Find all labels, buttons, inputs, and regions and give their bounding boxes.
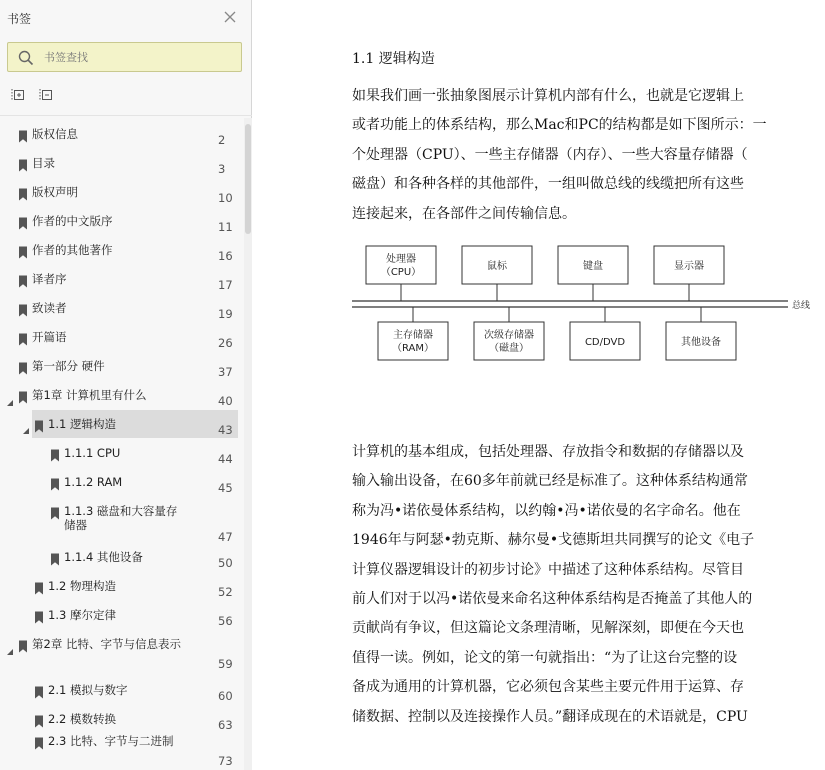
bookmark-label: 版权声明 xyxy=(32,185,78,199)
bookmark-page-number: 10 xyxy=(218,191,233,205)
bookmark-label: 1.1 逻辑构造 xyxy=(48,417,116,431)
bookmark-label: 2.2 模数转换 xyxy=(48,712,116,726)
bookmark-page-number: 44 xyxy=(218,452,233,466)
bookmark-label: 1.2 物理构造 xyxy=(48,579,116,593)
bookmark-list xyxy=(0,0,244,770)
bookmark-icon xyxy=(50,476,60,489)
bookmark-icon xyxy=(18,302,28,315)
diagram-box-label: CD/DVD xyxy=(584,337,626,348)
text-line: 或者功能上的体系结构，那么Mac和PC的结构都是如下图所示：一 xyxy=(352,117,767,134)
bookmark-icon xyxy=(18,360,28,373)
bookmark-item[interactable] xyxy=(0,155,244,177)
bookmark-label: 致读者 xyxy=(32,301,67,315)
bookmark-icon xyxy=(18,331,28,344)
paragraph-2 xyxy=(352,438,812,732)
bookmark-label: 版权信息 xyxy=(32,127,78,141)
bookmark-page-number: 37 xyxy=(218,365,233,379)
text-line: 贡献尚有争议，但这篇论文条理清晰，见解深刻，即便在今天也 xyxy=(352,620,744,637)
text-line: 储数据、控制以及连接操作人员。”翻译成现在的术语就是，CPU xyxy=(352,708,748,725)
bookmark-label: 第一部分 硬件 xyxy=(32,359,105,373)
bookmark-page-number: 56 xyxy=(218,614,233,628)
bookmark-icon xyxy=(18,273,28,286)
bookmark-page-number: 59 xyxy=(218,657,233,671)
diagram-box xyxy=(558,246,628,301)
bookmark-page-number: 26 xyxy=(218,336,233,350)
bookmark-icon xyxy=(18,215,28,228)
collapse-triangle-icon[interactable] xyxy=(6,641,14,649)
sidebar-scrollbar-thumb[interactable] xyxy=(245,124,251,234)
diagram-box xyxy=(378,307,448,360)
bookmark-page-number: 17 xyxy=(218,278,233,292)
bookmark-icon xyxy=(18,128,28,141)
bookmark-item[interactable] xyxy=(0,358,244,380)
bookmark-sidebar xyxy=(0,0,252,770)
diagram-box-label: 主存储器 xyxy=(393,330,433,341)
bookmark-icon xyxy=(50,505,60,518)
text-line: 备成为通用的计算机器，它必须包含某些主要元件用于运算、存 xyxy=(352,679,744,696)
bookmark-item[interactable] xyxy=(0,445,244,467)
bus-label: 总线 xyxy=(792,301,811,311)
diagram-box-label: 处理器 xyxy=(386,254,416,265)
text-line: 如果我们画一张抽象图展示计算机内部有什么，也就是它逻辑上 xyxy=(352,88,744,104)
bookmark-item[interactable] xyxy=(0,682,244,704)
bookmark-label: 2.3 比特、字节与二进制 xyxy=(48,734,174,748)
bookmark-item[interactable] xyxy=(0,474,244,496)
bookmark-page-number: 3 xyxy=(218,162,226,176)
bookmark-label: 开篇语 xyxy=(32,330,67,344)
bookmark-item[interactable] xyxy=(0,271,244,293)
bookmark-page-number: 52 xyxy=(218,585,233,599)
bookmark-icon xyxy=(18,638,28,651)
diagram-box xyxy=(666,307,736,360)
bookmark-page-number: 11 xyxy=(218,220,233,234)
text-line: 计算机的基本组成，包括处理器、存放指令和数据的存储器以及 xyxy=(352,444,744,460)
bookmark-icon xyxy=(34,609,44,622)
text-line: 个处理器（CPU）、一些主存储器（内存）、一些大容量存储器（ xyxy=(352,146,748,163)
diagram-box xyxy=(462,246,532,301)
bookmark-item[interactable] xyxy=(0,607,244,629)
bookmark-label: 1.1.1 CPU xyxy=(64,446,121,460)
bookmark-icon xyxy=(18,186,28,199)
bookmark-item[interactable] xyxy=(0,126,244,148)
bookmark-icon xyxy=(34,580,44,593)
text-line: 计算仪器逻辑设计的初步讨论》中描述了这种体系结构。尽管目 xyxy=(352,561,744,578)
bookmark-item[interactable] xyxy=(0,213,244,235)
text-line: 前人们对于以冯•诺依曼来命名这种体系结构是否掩盖了其他人的 xyxy=(352,590,753,607)
sidebar-scrollbar[interactable] xyxy=(244,118,252,770)
bookmark-item[interactable] xyxy=(0,733,244,769)
bookmark-icon xyxy=(18,389,28,402)
bookmark-page-number: 63 xyxy=(218,718,233,732)
diagram-box xyxy=(366,246,436,301)
bookmark-label: 第2章 比特、字节与信息表示 xyxy=(32,637,181,651)
diagram-box-label: （RAM） xyxy=(391,343,435,354)
bookmark-icon xyxy=(50,447,60,460)
diagram-box-label: 鼠标 xyxy=(487,261,507,272)
bookmark-icon xyxy=(50,551,60,564)
bookmark-page-number: 45 xyxy=(218,481,233,495)
bookmark-page-number: 19 xyxy=(218,307,233,321)
bookmark-item[interactable] xyxy=(0,549,244,571)
bookmark-item[interactable] xyxy=(0,387,244,409)
document-page xyxy=(258,0,825,770)
bookmark-icon xyxy=(18,244,28,257)
diagram-box-label: 键盘 xyxy=(583,261,603,272)
paragraph-1 xyxy=(352,82,812,229)
text-line: 称为冯•诺依曼体系结构，以约翰•冯•诺依曼的名字命名。他在 xyxy=(352,502,741,519)
bookmark-item[interactable] xyxy=(0,503,244,545)
text-line: 输入输出设备，在60多年前就已经是标准了。这种体系结构通常 xyxy=(352,473,748,490)
bookmark-icon xyxy=(34,684,44,697)
bookmark-label: 第1章 计算机里有什么 xyxy=(32,388,147,402)
bookmark-item[interactable] xyxy=(0,300,244,322)
collapse-triangle-icon[interactable] xyxy=(22,420,30,428)
bookmark-page-number: 73 xyxy=(218,754,233,768)
collapse-triangle-icon[interactable] xyxy=(6,392,14,400)
diagram-box-label: 其他设备 xyxy=(681,337,721,348)
bookmark-page-number: 43 xyxy=(218,423,233,437)
diagram-box xyxy=(654,246,724,301)
bookmark-icon xyxy=(18,157,28,170)
bookmark-label: 目录 xyxy=(32,156,55,170)
bookmark-label: 2.1 模拟与数字 xyxy=(48,683,128,697)
bookmark-label: 译者序 xyxy=(32,272,67,286)
diagram-box xyxy=(570,307,640,360)
bookmark-label: 1.1.4 其他设备 xyxy=(64,550,143,564)
bookmark-icon xyxy=(34,418,44,431)
bookmark-item[interactable] xyxy=(0,410,244,438)
diagram-box xyxy=(474,307,544,360)
bookmark-item[interactable] xyxy=(0,329,244,351)
bookmark-item[interactable] xyxy=(0,636,244,672)
bookmark-label: 作者的中文版序 xyxy=(32,214,113,228)
bookmark-icon xyxy=(34,713,44,726)
bookmark-item[interactable] xyxy=(0,711,244,733)
diagram-box-label: 显示器 xyxy=(674,261,704,272)
bookmark-page-number: 50 xyxy=(218,556,233,570)
bookmark-label: 1.1.2 RAM xyxy=(64,475,123,489)
diagram-box-label: （磁盘） xyxy=(489,343,529,354)
bookmark-page-number: 16 xyxy=(218,249,233,263)
bookmark-label: 作者的其他著作 xyxy=(32,243,113,257)
bookmark-icon xyxy=(34,735,44,748)
text-line: 连接起来，在各部件之间传输信息。 xyxy=(352,205,576,222)
bookmark-page-number: 47 xyxy=(218,530,233,544)
section-title: 1.1 逻辑构造 xyxy=(352,51,435,67)
bookmark-item[interactable] xyxy=(0,578,244,600)
diagram-box-label: （CPU） xyxy=(380,267,422,278)
bookmark-label: 1.3 摩尔定律 xyxy=(48,608,116,622)
diagram-box-label: 次级存储器 xyxy=(484,330,534,341)
sidebar-title: 书签 xyxy=(7,12,32,26)
architecture-diagram xyxy=(352,240,822,370)
bookmark-item[interactable] xyxy=(0,242,244,264)
text-line: 值得一读。例如，论文的第一句就指出：“为了让这台完整的设 xyxy=(352,649,738,666)
text-line: 1946年与阿瑟•勃克斯、赫尔曼•戈德斯坦共同撰写的论文《电子 xyxy=(352,532,755,549)
text-line: 磁盘）和各种各样的其他部件，一组叫做总线的线缆把所有这些 xyxy=(352,176,744,193)
bookmark-page-number: 2 xyxy=(218,133,226,147)
bookmark-item[interactable] xyxy=(0,184,244,206)
bookmark-page-number: 60 xyxy=(218,689,233,703)
bookmark-label: 1.1.3 磁盘和大容量存储器 xyxy=(64,504,178,532)
bookmark-page-number: 40 xyxy=(218,394,233,408)
